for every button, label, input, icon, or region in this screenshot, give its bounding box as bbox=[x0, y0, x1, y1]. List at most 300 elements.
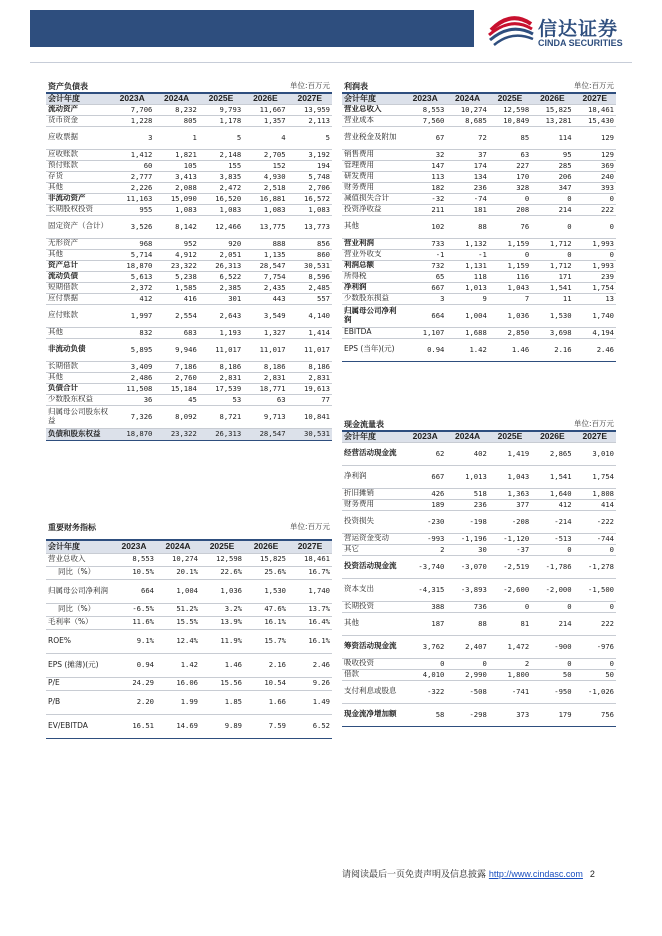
value-cell-2024a: 1,688 bbox=[446, 327, 488, 338]
row-label: 管理费用 bbox=[342, 160, 404, 171]
value-cell-2027e: 77 bbox=[288, 394, 332, 405]
value-cell-2027e: 4,194 bbox=[574, 327, 616, 338]
value-cell-2023a: 1,997 bbox=[110, 304, 154, 327]
balance-sheet-title: 资产负债表 bbox=[46, 81, 199, 93]
value-cell-2027e: 194 bbox=[288, 160, 332, 171]
column-header-year: 2024A bbox=[156, 540, 200, 553]
column-header-year: 2023A bbox=[110, 93, 154, 104]
row-label: ROE% bbox=[46, 629, 112, 653]
table-row bbox=[342, 327, 616, 338]
value-cell-2025e: 11.9% bbox=[200, 629, 244, 653]
value-cell-2025e: 22.6% bbox=[200, 566, 244, 579]
row-label: 应收账款 bbox=[46, 149, 110, 160]
value-cell-2026e: 4 bbox=[243, 126, 287, 149]
table-row bbox=[46, 372, 332, 383]
cashflow-unit: 单位:百万元 bbox=[489, 419, 616, 431]
value-cell-2025e: 2,643 bbox=[199, 304, 243, 327]
table-row bbox=[342, 544, 616, 555]
page-number: 2 bbox=[589, 869, 595, 879]
value-cell-2023a: 189 bbox=[404, 499, 446, 510]
value-cell-2025e: 85 bbox=[489, 126, 531, 149]
value-cell-2023a: 2 bbox=[404, 544, 446, 555]
value-cell-2025e: 63 bbox=[489, 149, 531, 160]
table-row bbox=[46, 249, 332, 260]
value-cell-2024a: 12.4% bbox=[156, 629, 200, 653]
value-cell-2025e: 9.89 bbox=[200, 714, 244, 738]
value-cell-2027e: 1,808 bbox=[574, 488, 616, 499]
value-cell-2025e: 3,835 bbox=[199, 171, 243, 182]
value-cell-2024a: 1 bbox=[154, 126, 198, 149]
value-cell-2027e: 0 bbox=[574, 193, 616, 204]
value-cell-2024a: 7,186 bbox=[154, 361, 198, 372]
value-cell-2027e: 8,596 bbox=[288, 271, 332, 282]
value-cell-2025e: 17,539 bbox=[199, 383, 243, 394]
column-header-label: 会计年度 bbox=[342, 93, 404, 104]
value-cell-2026e: 3,698 bbox=[531, 327, 573, 338]
value-cell-2024a: 2,554 bbox=[154, 304, 198, 327]
table-row bbox=[46, 616, 332, 629]
row-label: EPS (当年)(元) bbox=[342, 338, 404, 361]
column-header-year: 2027E bbox=[288, 540, 332, 553]
table-row bbox=[46, 182, 332, 193]
value-cell-2027e: 756 bbox=[574, 703, 616, 726]
value-cell-2026e: 2,705 bbox=[243, 149, 287, 160]
value-cell-2023a: 60 bbox=[110, 160, 154, 171]
value-cell-2023a: 147 bbox=[404, 160, 446, 171]
value-cell-2026e: 1,712 bbox=[531, 238, 573, 249]
value-cell-2023a: 11,508 bbox=[110, 383, 154, 394]
row-label: 营业利润 bbox=[342, 238, 404, 249]
value-cell-2025e: 1,193 bbox=[199, 327, 243, 338]
value-cell-2025e: 12,466 bbox=[199, 215, 243, 238]
income-statement-unit: 单位:百万元 bbox=[489, 81, 616, 93]
table-row bbox=[46, 653, 332, 677]
row-label: 流动负债 bbox=[46, 271, 110, 282]
row-label: 投资损失 bbox=[342, 510, 404, 533]
value-cell-2026e: 10.54 bbox=[244, 677, 288, 690]
value-cell-2024a: 1,585 bbox=[154, 282, 198, 293]
value-cell-2027e: 1,083 bbox=[288, 204, 332, 215]
row-label: 归属母公司股东权益 bbox=[46, 405, 110, 428]
value-cell-2025e: 3.2% bbox=[200, 603, 244, 616]
value-cell-2027e: 1,754 bbox=[574, 465, 616, 488]
value-cell-2025e: 1,043 bbox=[489, 465, 531, 488]
row-label: 存货 bbox=[46, 171, 110, 182]
value-cell-2026e: 16.1% bbox=[244, 616, 288, 629]
value-cell-2024a: 181 bbox=[446, 204, 488, 215]
value-cell-2027e: 369 bbox=[574, 160, 616, 171]
value-cell-2023a: 67 bbox=[404, 126, 446, 149]
value-cell-2027e: -976 bbox=[574, 635, 616, 658]
value-cell-2025e: 1,043 bbox=[489, 282, 531, 293]
table-row bbox=[46, 383, 332, 394]
table-row bbox=[342, 182, 616, 193]
value-cell-2025e: 2,051 bbox=[199, 249, 243, 260]
value-cell-2024a: 2,990 bbox=[446, 669, 488, 680]
value-cell-2027e: 18,461 bbox=[574, 104, 616, 115]
value-cell-2025e: -37 bbox=[489, 544, 531, 555]
value-cell-2023a: 62 bbox=[404, 442, 446, 465]
value-cell-2024a: 402 bbox=[446, 442, 488, 465]
row-label: 其他 bbox=[46, 327, 110, 338]
row-label: 长期投资 bbox=[342, 601, 404, 612]
value-cell-2027e: 0 bbox=[574, 544, 616, 555]
value-cell-2023a: -993 bbox=[404, 533, 446, 544]
value-cell-2025e: 1,472 bbox=[489, 635, 531, 658]
value-cell-2024a: 1,013 bbox=[446, 465, 488, 488]
row-label: 折旧摊销 bbox=[342, 488, 404, 499]
value-cell-2026e: 63 bbox=[243, 394, 287, 405]
row-label: 毛利率（%） bbox=[46, 616, 112, 629]
value-cell-2026e: 1,327 bbox=[243, 327, 287, 338]
value-cell-2027e: 10,841 bbox=[288, 405, 332, 428]
value-cell-2025e: 2,831 bbox=[199, 372, 243, 383]
value-cell-2026e: 2,831 bbox=[243, 372, 287, 383]
value-cell-2027e: -1,278 bbox=[574, 555, 616, 578]
row-label: 固定资产（合计） bbox=[46, 215, 110, 238]
table-row bbox=[342, 115, 616, 126]
value-cell-2027e: 1,414 bbox=[288, 327, 332, 338]
value-cell-2027e: 2.46 bbox=[574, 338, 616, 361]
key-indicators-title-row bbox=[46, 516, 332, 540]
value-cell-2026e: 0 bbox=[531, 249, 573, 260]
row-label: 所得税 bbox=[342, 271, 404, 282]
value-cell-2024a: -508 bbox=[446, 680, 488, 703]
table-row bbox=[46, 629, 332, 653]
row-label: EV/EBITDA bbox=[46, 714, 112, 738]
value-cell-2024a: 1.42 bbox=[446, 338, 488, 361]
table-row bbox=[342, 499, 616, 510]
value-cell-2024a: 105 bbox=[154, 160, 198, 171]
value-cell-2023a: 832 bbox=[110, 327, 154, 338]
table-row bbox=[342, 601, 616, 612]
table-row bbox=[46, 204, 332, 215]
value-cell-2027e: 16.1% bbox=[288, 629, 332, 653]
value-cell-2024a: 1,013 bbox=[446, 282, 488, 293]
value-cell-2027e: 222 bbox=[574, 612, 616, 635]
value-cell-2024a: 134 bbox=[446, 171, 488, 182]
table-row bbox=[342, 282, 616, 293]
value-cell-2026e: 214 bbox=[531, 204, 573, 215]
table-row bbox=[342, 238, 616, 249]
value-cell-2023a: -1 bbox=[404, 249, 446, 260]
table-row bbox=[342, 669, 616, 680]
row-label: 其他 bbox=[342, 215, 404, 238]
value-cell-2025e: 12,598 bbox=[489, 104, 531, 115]
row-label: 少数股东损益 bbox=[342, 293, 404, 304]
value-cell-2027e: 30,531 bbox=[288, 428, 332, 440]
value-cell-2024a: 1,131 bbox=[446, 260, 488, 271]
row-label: 营业成本 bbox=[342, 115, 404, 126]
row-label: 预付账款 bbox=[46, 160, 110, 171]
value-cell-2025e: 2,385 bbox=[199, 282, 243, 293]
value-cell-2025e: -741 bbox=[489, 680, 531, 703]
value-cell-2024a: 72 bbox=[446, 126, 488, 149]
value-cell-2026e: 28,547 bbox=[243, 428, 287, 440]
value-cell-2027e: -222 bbox=[574, 510, 616, 533]
value-cell-2026e: 0 bbox=[531, 658, 573, 669]
table-row bbox=[46, 238, 332, 249]
value-cell-2026e: 0 bbox=[531, 215, 573, 238]
value-cell-2026e: 2.16 bbox=[244, 653, 288, 677]
table-row bbox=[46, 104, 332, 115]
header-divider bbox=[30, 62, 632, 63]
value-cell-2024a: 805 bbox=[154, 115, 198, 126]
value-cell-2026e: 2,865 bbox=[531, 442, 573, 465]
column-header-year: 2024A bbox=[446, 93, 488, 104]
column-header-label: 会计年度 bbox=[342, 431, 404, 442]
value-cell-2025e: 10,849 bbox=[489, 115, 531, 126]
table-row bbox=[342, 442, 616, 465]
table-row bbox=[342, 703, 616, 726]
value-cell-2027e: 15,430 bbox=[574, 115, 616, 126]
value-cell-2024a: 2,088 bbox=[154, 182, 198, 193]
value-cell-2026e: 15.7% bbox=[244, 629, 288, 653]
value-cell-2024a: 8,142 bbox=[154, 215, 198, 238]
value-cell-2026e: 1,530 bbox=[244, 579, 288, 603]
value-cell-2023a: 182 bbox=[404, 182, 446, 193]
value-cell-2026e: 50 bbox=[531, 669, 573, 680]
value-cell-2026e: 1,541 bbox=[531, 465, 573, 488]
value-cell-2026e: 412 bbox=[531, 499, 573, 510]
value-cell-2027e: 1,754 bbox=[574, 282, 616, 293]
value-cell-2025e: 8,186 bbox=[199, 361, 243, 372]
column-header-year: 2026E bbox=[531, 431, 573, 442]
row-label: 归属母公司净利润 bbox=[46, 579, 112, 603]
value-cell-2026e: 47.6% bbox=[244, 603, 288, 616]
table-row bbox=[342, 338, 616, 361]
value-cell-2023a: 18,870 bbox=[110, 260, 154, 271]
value-cell-2027e: 0 bbox=[574, 601, 616, 612]
value-cell-2027e: 239 bbox=[574, 271, 616, 282]
balance-sheet-unit: 单位:百万元 bbox=[199, 81, 332, 93]
value-cell-2027e: 6.52 bbox=[288, 714, 332, 738]
column-header-year: 2027E bbox=[574, 93, 616, 104]
value-cell-2023a: 24.29 bbox=[112, 677, 156, 690]
table-row bbox=[46, 603, 332, 616]
value-cell-2027e: 3,192 bbox=[288, 149, 332, 160]
balance-sheet-title-row bbox=[46, 81, 332, 93]
value-cell-2026e: 13,775 bbox=[243, 215, 287, 238]
value-cell-2024a: 88 bbox=[446, 215, 488, 238]
value-cell-2027e: 3,010 bbox=[574, 442, 616, 465]
table-row bbox=[342, 658, 616, 669]
value-cell-2024a: 118 bbox=[446, 271, 488, 282]
value-cell-2027e: 13,773 bbox=[288, 215, 332, 238]
table-row bbox=[342, 271, 616, 282]
website-link[interactable]: http://www.cindasc.com bbox=[488, 869, 583, 879]
value-cell-2023a: 8,553 bbox=[404, 104, 446, 115]
value-cell-2023a: 732 bbox=[404, 260, 446, 271]
value-cell-2023a: 5,714 bbox=[110, 249, 154, 260]
value-cell-2026e: 0 bbox=[531, 193, 573, 204]
row-label: 非流动资产 bbox=[46, 193, 110, 204]
value-cell-2026e: 7,754 bbox=[243, 271, 287, 282]
value-cell-2024a: 20.1% bbox=[156, 566, 200, 579]
table-row bbox=[342, 149, 616, 160]
value-cell-2023a: 65 bbox=[404, 271, 446, 282]
value-cell-2024a: -1 bbox=[446, 249, 488, 260]
value-cell-2024a: 37 bbox=[446, 149, 488, 160]
value-cell-2025e: 1.46 bbox=[200, 653, 244, 677]
column-header-year: 2024A bbox=[446, 431, 488, 442]
table-row bbox=[46, 553, 332, 566]
value-cell-2025e: 1,159 bbox=[489, 260, 531, 271]
value-cell-2025e: 9,793 bbox=[199, 104, 243, 115]
value-cell-2027e: 19,613 bbox=[288, 383, 332, 394]
table-row bbox=[342, 510, 616, 533]
value-cell-2027e: 414 bbox=[574, 499, 616, 510]
table-row bbox=[342, 578, 616, 601]
value-cell-2023a: 187 bbox=[404, 612, 446, 635]
value-cell-2024a: -198 bbox=[446, 510, 488, 533]
column-header-year: 2023A bbox=[404, 431, 446, 442]
table-row bbox=[46, 260, 332, 271]
key-indicators-unit: 单位:百万元 bbox=[200, 516, 332, 540]
value-cell-2023a: -32 bbox=[404, 193, 446, 204]
table-row bbox=[342, 126, 616, 149]
value-cell-2023a: 664 bbox=[404, 304, 446, 327]
value-cell-2026e: 206 bbox=[531, 171, 573, 182]
value-cell-2023a: -230 bbox=[404, 510, 446, 533]
value-cell-2025e: 13.9% bbox=[200, 616, 244, 629]
value-cell-2026e: -214 bbox=[531, 510, 573, 533]
row-label: 现金流净增加额 bbox=[342, 703, 404, 726]
value-cell-2026e: 95 bbox=[531, 149, 573, 160]
table-row bbox=[342, 555, 616, 578]
table-row bbox=[46, 271, 332, 282]
value-cell-2024a: 8,685 bbox=[446, 115, 488, 126]
value-cell-2024a: 2,407 bbox=[446, 635, 488, 658]
column-header-year: 2027E bbox=[288, 93, 332, 104]
value-cell-2026e: 8,186 bbox=[243, 361, 287, 372]
value-cell-2026e: 443 bbox=[243, 293, 287, 304]
row-label: 资本支出 bbox=[342, 578, 404, 601]
value-cell-2027e: 9.26 bbox=[288, 677, 332, 690]
value-cell-2024a: 416 bbox=[154, 293, 198, 304]
value-cell-2023a: 2,486 bbox=[110, 372, 154, 383]
value-cell-2027e: 129 bbox=[574, 149, 616, 160]
value-cell-2026e: 214 bbox=[531, 612, 573, 635]
column-header-year: 2026E bbox=[243, 93, 287, 104]
value-cell-2025e: 1.85 bbox=[200, 690, 244, 714]
table-row bbox=[342, 293, 616, 304]
value-cell-2026e: 9,713 bbox=[243, 405, 287, 428]
value-cell-2024a: 15.5% bbox=[156, 616, 200, 629]
value-cell-2025e: 0 bbox=[489, 193, 531, 204]
table-row bbox=[46, 327, 332, 338]
table-row bbox=[342, 160, 616, 171]
cashflow-title-row bbox=[342, 419, 616, 431]
column-header-year: 2025E bbox=[489, 431, 531, 442]
value-cell-2027e: 11,017 bbox=[288, 338, 332, 361]
value-cell-2025e: 2,850 bbox=[489, 327, 531, 338]
value-cell-2027e: -1,500 bbox=[574, 578, 616, 601]
value-cell-2027e: 13.7% bbox=[288, 603, 332, 616]
value-cell-2023a: 3,409 bbox=[110, 361, 154, 372]
table-row bbox=[342, 260, 616, 271]
value-cell-2027e: 860 bbox=[288, 249, 332, 260]
value-cell-2027e: 240 bbox=[574, 171, 616, 182]
value-cell-2027e: 222 bbox=[574, 204, 616, 215]
value-cell-2023a: 1,228 bbox=[110, 115, 154, 126]
value-cell-2023a: 32 bbox=[404, 149, 446, 160]
value-cell-2024a: 8,232 bbox=[154, 104, 198, 115]
table-row bbox=[46, 394, 332, 405]
row-label: 归属母公司净利润 bbox=[342, 304, 404, 327]
footer bbox=[342, 867, 595, 880]
value-cell-2023a: 2,372 bbox=[110, 282, 154, 293]
value-cell-2025e: 170 bbox=[489, 171, 531, 182]
value-cell-2025e: 1,178 bbox=[199, 115, 243, 126]
row-label: 其他 bbox=[46, 182, 110, 193]
row-label: 其他 bbox=[46, 249, 110, 260]
value-cell-2024a: 1.42 bbox=[156, 653, 200, 677]
value-cell-2025e: 0 bbox=[489, 601, 531, 612]
value-cell-2026e: 1,541 bbox=[531, 282, 573, 293]
table-row bbox=[342, 104, 616, 115]
value-cell-2026e: 888 bbox=[243, 238, 287, 249]
value-cell-2027e: 18,461 bbox=[288, 553, 332, 566]
row-label: 短期借款 bbox=[46, 282, 110, 293]
value-cell-2023a: 7,706 bbox=[110, 104, 154, 115]
row-label: 研发费用 bbox=[342, 171, 404, 182]
column-header-year: 2025E bbox=[199, 93, 243, 104]
key-indicators-title: 重要财务指标 bbox=[46, 516, 200, 540]
value-cell-2023a: 5,895 bbox=[110, 338, 154, 361]
value-cell-2027e: 30,531 bbox=[288, 260, 332, 271]
row-label: 减值损失合计 bbox=[342, 193, 404, 204]
row-label: 长期股权投资 bbox=[46, 204, 110, 215]
value-cell-2024a: 9 bbox=[446, 293, 488, 304]
value-cell-2023a: 412 bbox=[110, 293, 154, 304]
value-cell-2027e: 4,140 bbox=[288, 304, 332, 327]
value-cell-2024a: 952 bbox=[154, 238, 198, 249]
value-cell-2025e: 76 bbox=[489, 215, 531, 238]
row-label: 销售费用 bbox=[342, 149, 404, 160]
value-cell-2027e: 5 bbox=[288, 126, 332, 149]
value-cell-2026e: 2.16 bbox=[531, 338, 573, 361]
row-label: EBITDA bbox=[342, 327, 404, 338]
table-row bbox=[342, 635, 616, 658]
value-cell-2024a: 8,092 bbox=[154, 405, 198, 428]
table-row bbox=[46, 160, 332, 171]
value-cell-2024a: 88 bbox=[446, 612, 488, 635]
value-cell-2023a: 426 bbox=[404, 488, 446, 499]
table-row bbox=[342, 465, 616, 488]
logo-name-en: CINDA SECURITIES bbox=[538, 38, 623, 48]
value-cell-2024a: -3,893 bbox=[446, 578, 488, 601]
value-cell-2026e: 152 bbox=[243, 160, 287, 171]
value-cell-2027e: 856 bbox=[288, 238, 332, 249]
table-row bbox=[342, 304, 616, 327]
row-label: 营业税金及附加 bbox=[342, 126, 404, 149]
value-cell-2024a: -74 bbox=[446, 193, 488, 204]
value-cell-2024a: 736 bbox=[446, 601, 488, 612]
value-cell-2023a: 8,553 bbox=[112, 553, 156, 566]
value-cell-2023a: 2.20 bbox=[112, 690, 156, 714]
value-cell-2024a: 2,760 bbox=[154, 372, 198, 383]
table-row bbox=[46, 361, 332, 372]
row-label: 无形资产 bbox=[46, 238, 110, 249]
value-cell-2023a: 664 bbox=[112, 579, 156, 603]
value-cell-2023a: 1,412 bbox=[110, 149, 154, 160]
value-cell-2024a: 10,274 bbox=[156, 553, 200, 566]
row-label: 其它 bbox=[342, 544, 404, 555]
value-cell-2024a: 1,004 bbox=[156, 579, 200, 603]
row-label: 货币资金 bbox=[46, 115, 110, 126]
indicators-header-row bbox=[46, 540, 332, 553]
